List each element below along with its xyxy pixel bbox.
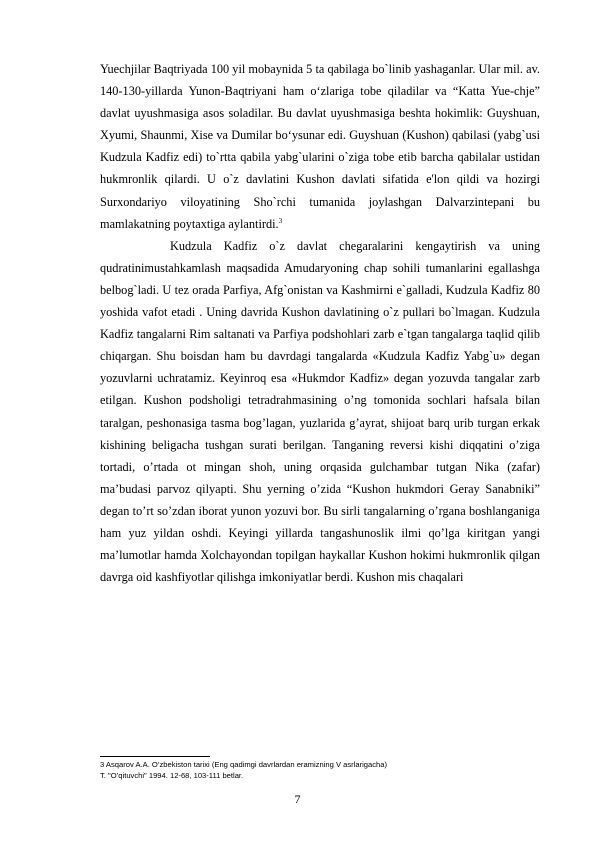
footnote-line-1: 3 Asqarov A.A. O’zbekiston tarixi (Eng qadimgi davrlardan eramizning V asrlarigacha) [100, 760, 388, 769]
paragraph-1-text: Yuechjilar Baqtriyada 100 yil mobaynida 5 ta qabilaga bo`linib yashaganlar. Ular mil. av. 140-130-yillarda Yunon-Baqtriyani ham o‘zlariga tobe qiladilar va “Katta Yue-chje” davlat uyushmasiga asos soladilar. Bu davlat uyushmasiga beshta hokimlik: Guyshuan, Xyumi, Shaunmi, Xise va Dumilar bo‘ysunar edi. Guyshuan (Kushon) qabilasi (yabg`usi Kudzula Kadfiz edi) to`rtta qabila yabg`ularini o`ziga tobe etib barcha qabilalar ustidan hukmronlik qilardi. U o`z davlatini Kushon davlati sifatida e'lon qildi va hozirgi Surxondariyo viloyatining Sho`rchi tumanida joylashgan Dalvarzintepani bu mamlakatning poytaxtiga aylantirdi. [100, 62, 540, 231]
footnote-separator [100, 756, 210, 757]
page-number: 7 [294, 792, 301, 806]
paragraph-2: Kudzula Kadfiz o`z davlat chegaralarini kengaytirish va uning qudratinimustahkamlash maqsadida Amudaryoning chap sohili tumanlarini egallashga belbog`ladi. U tez orada Parfiya, Afg`onistan va Kashmirni e`galladi, Kudzula Kadfiz 80 yoshida vafot etadi . Uning davrida Kushon davlatining o`z pullari bo`lmagan. Kudzula Kadfiz tangalarni Rim saltanati va Parfiya podshohlari zarb e`tgan tangalarga taqlid qilib chiqargan. Shu boisdan ham bu davrdagi tangalarda «Kudzula Kadfiz Yabg`u» degan yozuvlarni uchratamiz. Keyinroq esa «Hukmdor Kadfiz» degan yozuvda tangalar zarb etilgan. Kushon podsholigi tetradrahmasining o’ng tomonida sochlari hafsala bilan taralgan, peshonasiga tasma bog’lagan, yuzlarida g’ayrat, shijoat barq urib turgan erkak kishining beligacha tushgan surati berilgan. Tanganing reversi kishi diqqatini o’ziga tortadi, o’rtada ot mingan shoh, uning orqasida gulchambar tutgan Nika (zafar) ma’budasi parvoz qilyapti. Shu yerning o’zida “Kushon hukmdori Geray Sanabniki” degan to’rt so’zdan iborat yunon yozuvi bor. Bu sirli tangalarning o’rgana boshlanganiga ham yuz yildan oshdi. Keyingi yillarda tangashunoslik ilmi qo’lga kiritgan yangi ma’lumotlar hamda Xolchayondan topilgan haykallar Kushon hokimi hukmronlik qilgan davrga oid kashfiyotlar qilishga imkoniyatlar berdi. Kushon mis chaqalari [100, 238, 540, 585]
footnotes [100, 759, 540, 781]
body-text [100, 58, 540, 588]
footnote-reference[interactable]: 3 [278, 216, 283, 225]
footnote-line-2: T. "O’qituvchi" 1994. 12-68, 103-111 betlar. [100, 771, 244, 780]
paragraph-1 [100, 58, 540, 235]
